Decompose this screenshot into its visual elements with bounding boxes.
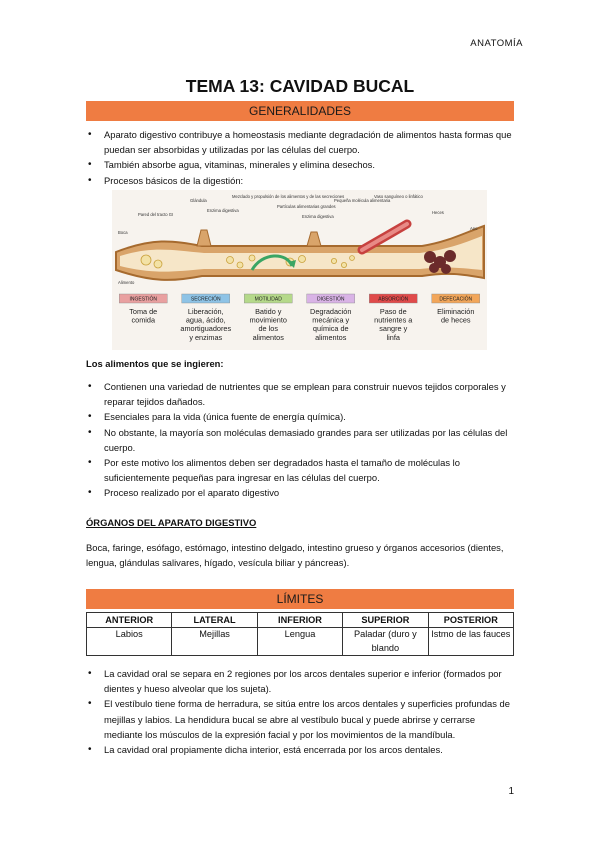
table-header: SUPERIOR	[343, 613, 428, 628]
table-cell: Paladar (duro y blando	[343, 628, 428, 656]
table-cell: Mejillas	[172, 628, 257, 656]
list-item: • No obstante, la mayoría son moléculas demasiado grandes para ser utilizadas por las células del cuerpo.	[86, 425, 516, 455]
process-caption-line: de los	[258, 324, 278, 334]
table-cell: Labios	[87, 628, 172, 656]
list-item: • Contienen una variedad de nutrientes que se emplean para construir nuevos tejidos corporales y reparar tejidos dañados.	[86, 379, 516, 409]
process-caption-line: alimentos	[315, 332, 347, 342]
process-caption-line: Toma de	[129, 307, 158, 316]
process-caption-line: y enzimas	[189, 332, 223, 342]
fig-label-enzima: Enzima digestiva	[207, 208, 239, 213]
table-header: ANTERIOR	[87, 613, 172, 628]
process-caption-line: química de	[312, 324, 349, 334]
process-caption-line: Batido y	[255, 307, 282, 316]
list-item: • Proceso realizado por el aparato digestivo	[86, 485, 516, 500]
digestion-processes-figure	[112, 190, 487, 350]
process-caption-line: linfa	[386, 332, 400, 342]
page-title: TEMA 13: CAVIDAD BUCAL	[185, 76, 415, 96]
list-item: • Esenciales para la vida (única fuente de energía química).	[86, 409, 516, 424]
generalidades-list	[86, 127, 516, 188]
list-item: • El vestíbulo tiene forma de herradura, se sitúa entre los arcos dentales y superficies profundas de mejillas y labios. La hendidura bucal se abre al vestíbulo bucal y puede abrirse y cerrarse mediante los músculos de la expresión facial y por los movimientos de la mandíbula.	[86, 696, 516, 742]
fig-label-heces: Heces	[432, 210, 444, 215]
process-tag: ABSORCIÓN	[378, 296, 409, 303]
list-item: • También absorbe agua, vitaminas, minerales y elimina desechos.	[86, 157, 516, 172]
section-band-limites: LÍMITES	[86, 589, 514, 609]
process-caption-line: agua, ácido,	[185, 315, 226, 325]
alimentos-list	[86, 379, 516, 501]
process-caption-line: de heces	[440, 315, 471, 325]
table-row	[87, 628, 514, 656]
page-number: 1	[508, 786, 514, 797]
list-item: • La cavidad oral propiamente dicha interior, está encerrada por los arcos dentales.	[86, 742, 516, 757]
organos-text: Boca, faringe, esófago, estómago, intestino delgado, intestino grueso y órganos accesorios (dientes, lengua, glándulas salivares, hígado, vesícula biliar y páncreas).	[86, 542, 504, 569]
process-caption-line: Paso de	[379, 307, 407, 316]
process-caption-line: movimiento	[249, 315, 287, 325]
fig-label-particulas: Partículas alimentarias grandes	[277, 204, 336, 209]
fig-label-boca: Boca	[118, 230, 128, 235]
fig-label-pequena: Pequeña molécula alimentaria	[334, 198, 391, 203]
fig-label-glandula: Glándula	[190, 198, 207, 203]
table-header: LATERAL	[172, 613, 257, 628]
process-caption-line: sangre y	[379, 324, 408, 334]
fig-label-enzima2: Enzima digestiva	[302, 214, 334, 219]
process-caption-line: Liberación,	[187, 307, 224, 316]
list-item: • Procesos básicos de la digestión:	[86, 173, 516, 188]
fig-label-mezclado: Mezclado y propulsión de los alimentos y de las secreciones	[232, 194, 345, 199]
process-caption-line: mecánica y	[312, 315, 350, 325]
table-cell: Istmo de las fauces	[428, 628, 513, 656]
table-header: POSTERIOR	[428, 613, 513, 628]
process-caption-line: Eliminación	[437, 307, 475, 316]
process-caption-line: amortiguadores	[180, 324, 232, 334]
alimentos-intro: Los alimentos que se ingieren:	[86, 358, 224, 369]
limites-list	[86, 666, 516, 757]
table-cell: Lengua	[257, 628, 342, 656]
process-tag: MOTILIDAD	[254, 296, 282, 303]
fig-label-alimento: Alimento	[118, 280, 135, 285]
process-caption-line: nutrientes a	[374, 315, 413, 325]
process-tag: SECRECIÓN	[190, 296, 221, 303]
table-header-row	[87, 613, 514, 628]
section-header: ANATOMÍA	[470, 38, 523, 49]
section-band-generalidades: GENERALIDADES	[86, 101, 514, 121]
organos-heading: ÓRGANOS DEL APARATO DIGESTIVO	[86, 517, 257, 528]
limites-table	[86, 612, 514, 656]
fig-label-vaso: Vaso sanguíneo o linfático	[374, 194, 423, 199]
list-item: • Por este motivo los alimentos deben ser degradados hasta el tamaño de moléculas lo suficientemente pequeñas para ingresar en las células del cuerpo.	[86, 455, 516, 485]
process-tag: DEFECACIÓN	[439, 296, 473, 303]
process-caption-line: comida	[131, 315, 156, 325]
process-tag: INGESTIÓN	[129, 296, 158, 303]
table-header: INFERIOR	[257, 613, 342, 628]
fig-label-ano: Ano	[470, 226, 478, 231]
list-item: • Aparato digestivo contribuye a homeostasis mediante degradación de alimentos hasta formas que puedan ser absorbidas y utilizadas por las células del cuerpo.	[86, 127, 516, 157]
list-item: • La cavidad oral se separa en 2 regiones por los arcos dentales superior e inferior (formados por dientes y hueso alveolar que los sujeta).	[86, 666, 516, 696]
process-caption-line: Degradación	[310, 307, 352, 316]
process-tag: DIGESTIÓN	[316, 296, 345, 303]
fig-label-pared: Pared del tracto GI	[138, 212, 174, 217]
process-caption-line: alimentos	[252, 332, 284, 342]
